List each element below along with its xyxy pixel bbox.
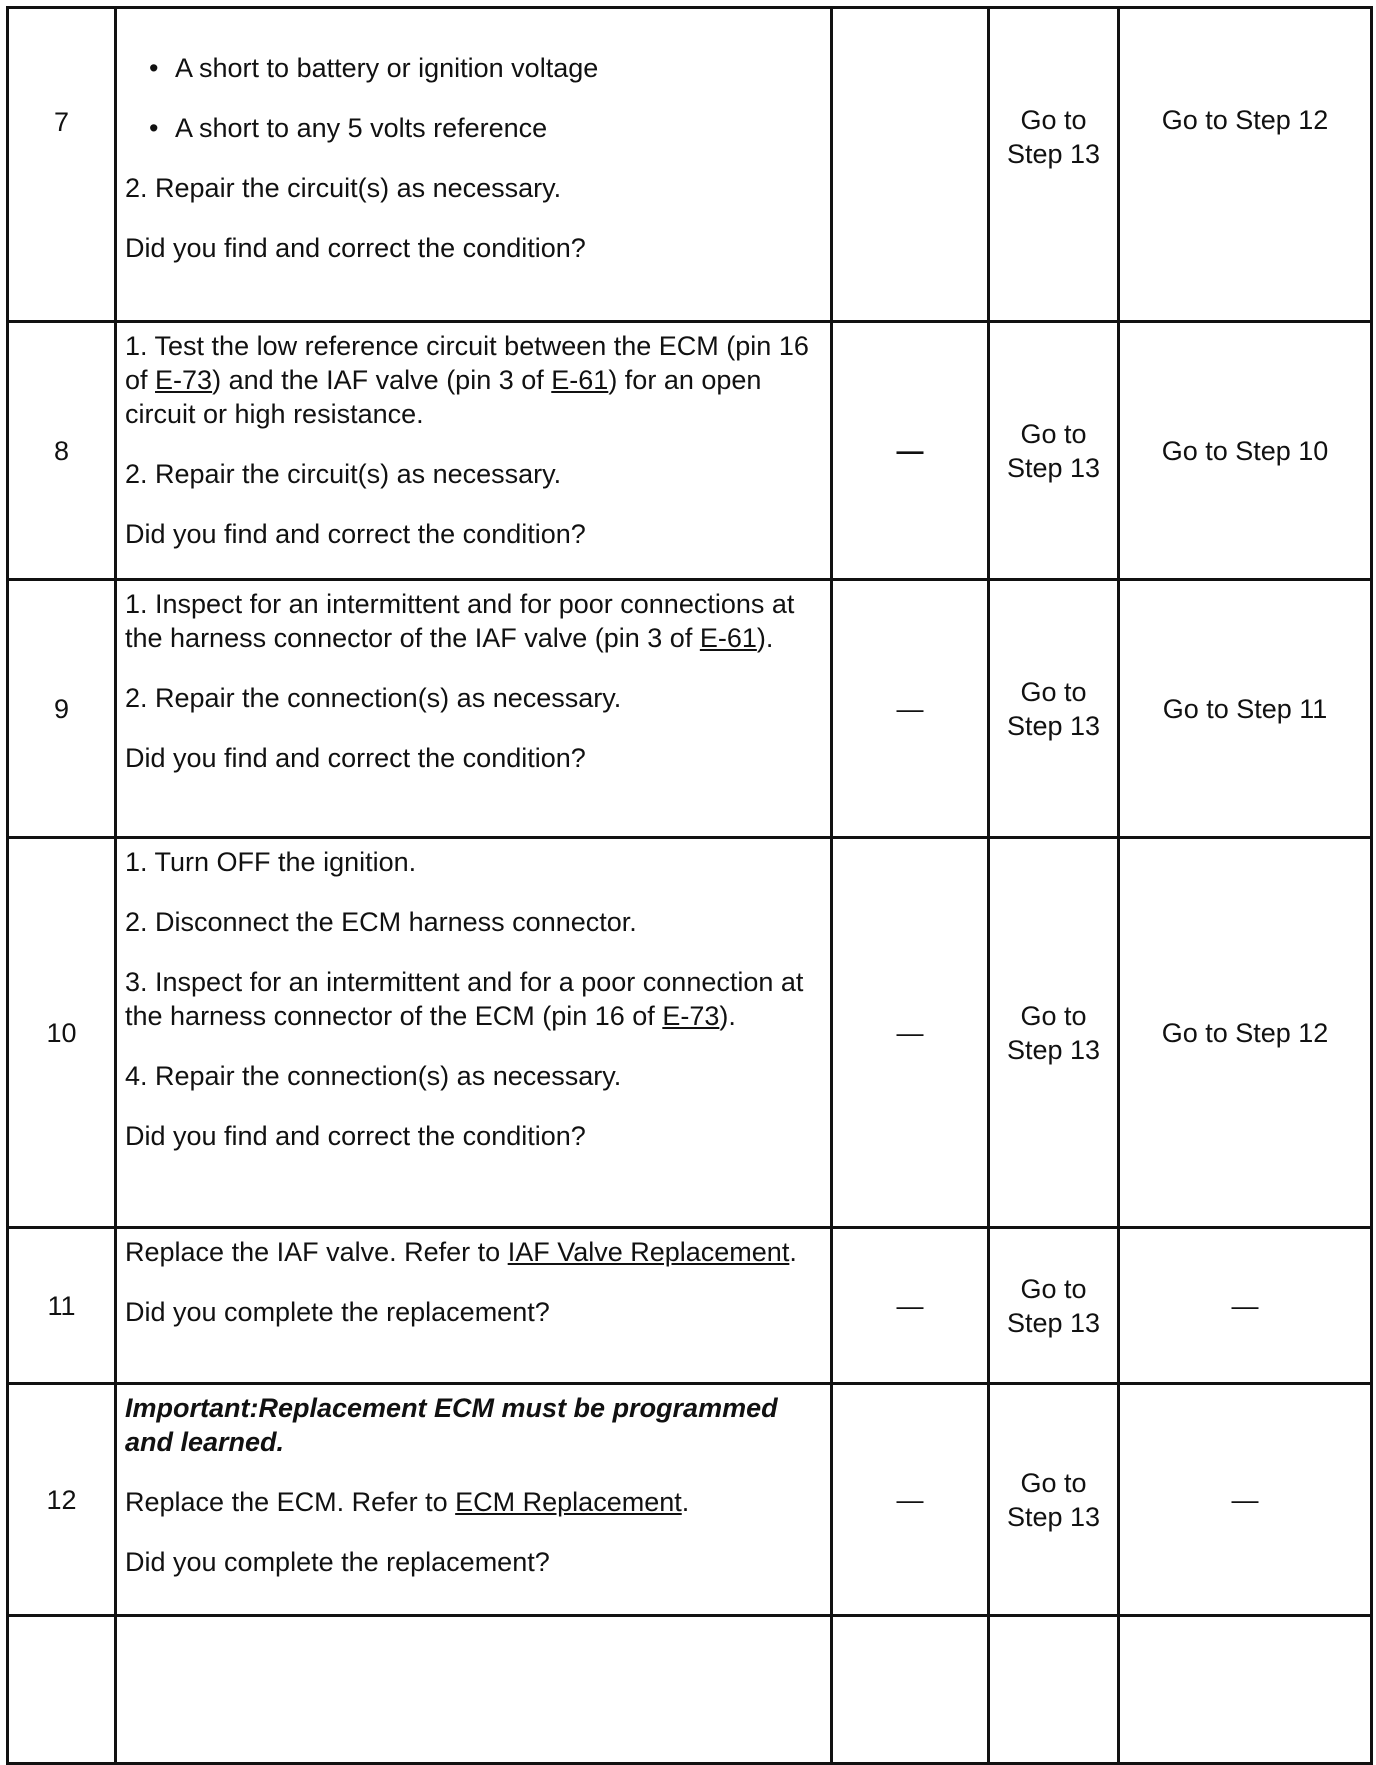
value-cell: — [832,322,989,580]
connector-link-e73[interactable]: E-73 [155,365,213,395]
action-line [125,1485,816,1519]
action-line [125,1235,816,1269]
connector-link-e61[interactable]: E-61 [551,365,609,395]
action-cell [116,322,832,580]
yes-cell: Go to Step 13 [989,1228,1119,1384]
text-span: ) and the IAF valve (pin 3 of [212,365,552,395]
iaf-valve-replacement-link[interactable]: IAF Valve Replacement [507,1237,790,1267]
table-row [8,1384,1372,1616]
empty-cell [989,1616,1119,1764]
no-cell: Go to Step 10 [1119,322,1372,580]
action-question: Did you complete the replacement? [125,1547,550,1577]
text-span: ). [756,623,774,653]
text-span: 3. Inspect for an intermittent and for a poor connection at the harness connector of the ECM (pin 16 of [125,967,804,1031]
value-cell: — [832,1228,989,1384]
value-cell: — [832,1384,989,1616]
action-question: Did you find and correct the condition? [125,233,586,263]
action-line [125,329,816,431]
action-line: 2. Repair the connection(s) as necessary. [125,683,622,713]
yes-cell: Go to Step 13 [989,1384,1119,1616]
action-line [125,965,816,1033]
step-number: 8 [8,322,116,580]
action-question: Did you find and correct the condition? [125,743,586,773]
text-span: Replace the ECM. Refer to [125,1487,456,1517]
action-question: Did you find and correct the condition? [125,519,586,549]
value-cell [832,8,989,322]
step-number: 10 [8,838,116,1228]
bullet-item: • A short to battery or ignition voltage [125,51,816,85]
table-row [8,322,1372,580]
empty-cell [116,1616,832,1764]
empty-cell [832,1616,989,1764]
action-cell [116,8,832,322]
no-cell: — [1119,1384,1372,1616]
action-line: 1. Turn OFF the ignition. [125,847,417,877]
value-cell: — [832,580,989,838]
yes-cell: Go to Step 13 [989,8,1119,322]
action-cell [116,838,832,1228]
yes-cell: Go to Step 13 [989,580,1119,838]
ecm-replacement-link[interactable]: ECM Replacement [455,1487,682,1517]
no-cell: — [1119,1228,1372,1384]
no-cell: Go to Step 12 [1119,8,1372,322]
action-cell [116,1228,832,1384]
table-row [8,580,1372,838]
table-row [8,838,1372,1228]
no-cell: Go to Step 12 [1119,838,1372,1228]
text-span: 1. Inspect for an intermittent and for poor connections at the harness connector of the IAF valve (pin 3 of [125,589,795,653]
table-row [8,1228,1372,1384]
bullet-item: • A short to any 5 volts reference [125,111,816,145]
empty-cell [8,1616,116,1764]
table-row [8,8,1372,322]
text-span: Replace the IAF valve. Refer to [125,1237,508,1267]
no-cell: Go to Step 11 [1119,580,1372,838]
connector-link-e61[interactable]: E-61 [699,623,757,653]
table-row-empty [8,1616,1372,1764]
text-span: . [789,1237,797,1267]
action-line: 2. Disconnect the ECM harness connector. [125,907,637,937]
text-span: ). [719,1001,736,1031]
action-line [125,587,816,655]
text-span: 1. Test the low reference circuit between the ECM (pin 16 of [125,331,809,395]
action-question: Did you complete the replacement? [125,1297,550,1327]
connector-link-e73[interactable]: E-73 [662,1001,720,1031]
step-number: 11 [8,1228,116,1384]
important-note: Important:Replacement ECM must be programmed and learned. [125,1393,778,1457]
step-number: 7 [8,8,116,322]
action-line: 4. Repair the connection(s) as necessary. [125,1061,622,1091]
text-span: . [681,1487,690,1517]
action-cell [116,580,832,838]
text-span: ) for an open circuit or high resistance. [125,365,762,429]
step-number: 9 [8,580,116,838]
action-cell [116,1384,832,1616]
empty-cell [1119,1616,1372,1764]
action-line: 2. Repair the circuit(s) as necessary. [125,459,562,489]
action-question: Did you find and correct the condition? [125,1121,586,1151]
yes-cell: Go to Step 13 [989,322,1119,580]
diagnostic-table [6,6,1373,1765]
value-cell: — [832,838,989,1228]
step-number: 12 [8,1384,116,1616]
action-line: 2. Repair the circuit(s) as necessary. [125,173,562,203]
yes-cell: Go to Step 13 [989,838,1119,1228]
